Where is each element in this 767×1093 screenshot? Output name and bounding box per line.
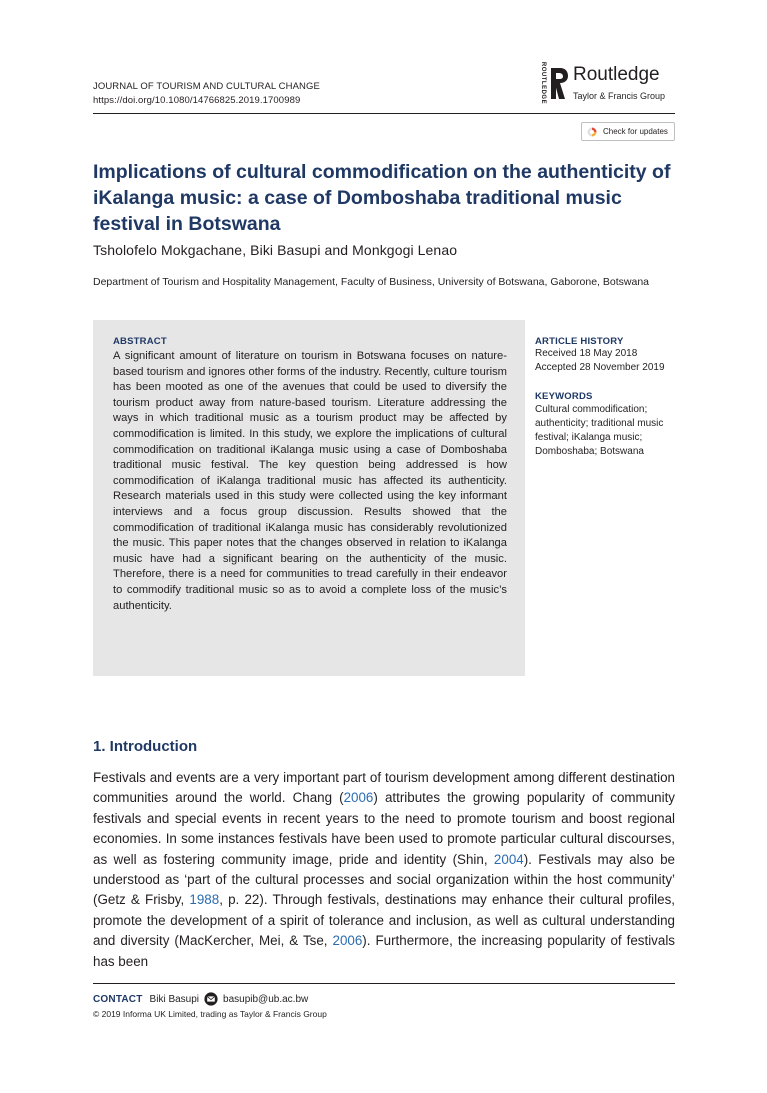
- introduction-paragraph: [93, 768, 675, 972]
- contact-email[interactable]: basupib@ub.ac.bw: [223, 993, 309, 1005]
- intro-text-2: ) attributes the growing popularity of community festivals and special events in recent years to the need to promote tourism and boost regional economies. In some instances festivals have been used to promote particular cultural discourses, as well as fostering community image, pride and identity (Shin,: [93, 790, 675, 867]
- received-date: Received 18 May 2018: [535, 348, 638, 359]
- keywords-heading: KEYWORDS: [535, 391, 593, 402]
- citation-link[interactable]: 2004: [493, 851, 524, 867]
- abstract-text: A significant amount of literature on tourism in Botswana focuses on nature-based tourism and ignores other forms of the industry. Recently, culture tourism has been mooted as one of the avenues that could be used to diversify the tourism product away from nature-based tourism. Literature addressing the ways in which traditional music as a tourism product may be affected by commodification is limited. In this study, we explore the implications of cultural commodification on traditional iKalanga music using a case of Domboshaba traditional music festival. The key question being addressed is how commodification of iKalanga traditional music has affected its authenticity. Research materials used in this study were collected using the key informant interviews and a focus group discussion. Results showed that the commodification of traditional iKalanga music has considerably revolutionized the music. This paper notes that the changes observed in relation to iKalanga music have had a significant bearing on the authenticity of the music. Therefore, there is a need for communities to tread carefully in their endeavor to commodify traditional music so as to avoid a complete loss of the music’s authenticity.: [113, 350, 507, 612]
- keywords-section: [535, 391, 675, 459]
- contact-line: [93, 992, 308, 1006]
- article-title: Implications of cultural commodification on the authenticity of iKalanga music: a case of Domboshaba traditional music festival in Botswana: [93, 161, 671, 235]
- citation-link[interactable]: 1988: [189, 892, 220, 908]
- introduction-heading: 1. Introduction: [93, 738, 198, 755]
- intro-text-3: ). Festivals may also be understood as ‘part of the cultural processes and social organization within the host community’ (Getz & Frisby,: [93, 851, 675, 908]
- header-rule: [93, 113, 675, 114]
- accepted-date: Accepted 28 November 2019: [535, 362, 665, 373]
- doi-link[interactable]: https://doi.org/10.1080/14766825.2019.1700989: [93, 95, 301, 106]
- citation-link[interactable]: 2006: [343, 790, 374, 806]
- journal-name: JOURNAL OF TOURISM AND CULTURAL CHANGE: [93, 81, 320, 92]
- intro-text-1: Festivals and events are a very important part of tourism development among different destination communities around the world. Chang (: [93, 770, 675, 806]
- check-updates-label: Check for updates: [603, 127, 668, 136]
- citation-link[interactable]: 2006: [332, 933, 363, 949]
- publisher-group: Taylor & Francis Group: [573, 91, 666, 101]
- keywords-list: Cultural commodification; authenticity; traditional music festival; iKalanga music; Domboshaba; Botswana: [535, 404, 664, 457]
- article-authors: Tsholofelo Mokgachane, Biki Basupi and Monkgogi Lenao: [93, 242, 458, 258]
- abstract-heading: ABSTRACT: [113, 336, 167, 347]
- intro-text-4: , p. 22). Through festivals, destinations may enhance their cultural profiles, promote the development of a spirit of tolerance and inclusion, as well as cultural understanding and diversity (MacKercher, Mei, & Tse,: [93, 892, 675, 949]
- routledge-r-icon: [548, 66, 570, 102]
- article-affiliation: Department of Tourism and Hospitality Management, Faculty of Business, University of Botswana, Gaborone, Botswana: [93, 276, 649, 288]
- history-heading: ARTICLE HISTORY: [535, 336, 624, 347]
- contact-name: Biki Basupi: [149, 993, 200, 1005]
- copyright-notice: © 2019 Informa UK Limited, trading as Taylor & Francis Group: [93, 1009, 327, 1019]
- contact-label: CONTACT: [93, 993, 143, 1005]
- footer-rule: [93, 983, 675, 984]
- article-history: [535, 336, 685, 375]
- publisher-name: Routledge: [573, 64, 660, 85]
- check-updates-button[interactable]: [581, 122, 675, 141]
- journal-header: [93, 80, 320, 108]
- publisher-vertical-label: ROUTLEDGE: [540, 61, 547, 105]
- crossmark-icon: [587, 127, 597, 137]
- publisher-logo[interactable]: [536, 61, 676, 106]
- intro-text-5: ). Furthermore, the increasing popularity of festivals has been: [93, 933, 675, 969]
- envelope-icon: [204, 992, 218, 1006]
